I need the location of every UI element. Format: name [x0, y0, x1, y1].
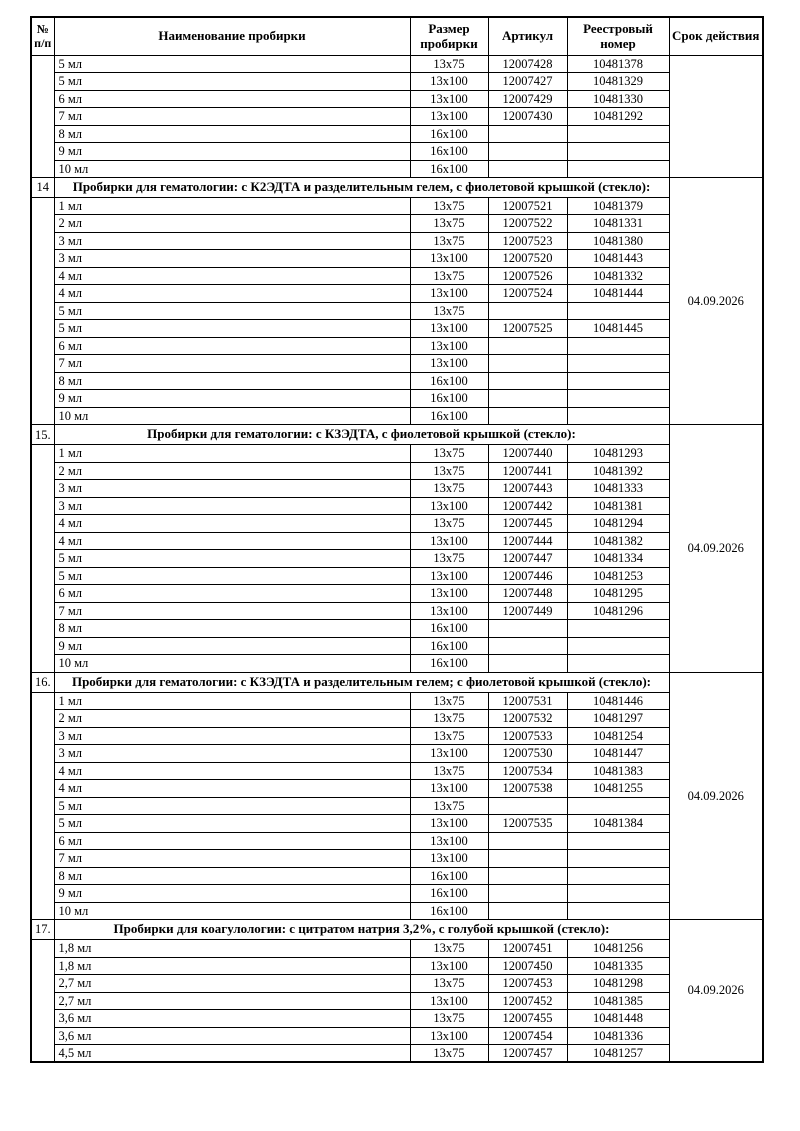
table-row — [31, 320, 763, 338]
registry-number-cell: 10481379 — [567, 197, 669, 215]
article-cell: 12007429 — [488, 90, 567, 108]
article-cell — [488, 390, 567, 408]
article-cell: 12007447 — [488, 550, 567, 568]
tube-size-cell: 13x100 — [410, 957, 488, 975]
tube-name-cell: 3 мл — [54, 232, 410, 250]
table-row — [31, 1045, 763, 1063]
registry-number-cell: 10481381 — [567, 497, 669, 515]
section-number-column — [31, 55, 54, 178]
table-row — [31, 302, 763, 320]
table-row — [31, 160, 763, 178]
table-row — [31, 515, 763, 533]
registry-number-cell: 10481334 — [567, 550, 669, 568]
registry-number-cell: 10481444 — [567, 285, 669, 303]
tube-table-body — [31, 55, 763, 1062]
registry-number-cell — [567, 655, 669, 673]
tube-name-cell: 7 мл — [54, 602, 410, 620]
registry-number-cell: 10481385 — [567, 992, 669, 1010]
section-number-column — [31, 940, 54, 1063]
registry-number-cell: 10481254 — [567, 727, 669, 745]
tube-name-cell: 9 мл — [54, 885, 410, 903]
article-cell: 12007538 — [488, 780, 567, 798]
registry-number-cell: 10481292 — [567, 108, 669, 126]
tube-name-cell: 1 мл — [54, 197, 410, 215]
table-row — [31, 1010, 763, 1028]
article-cell — [488, 867, 567, 885]
validity-cell: 04.09.2026 — [669, 425, 763, 672]
registry-number-cell: 10481336 — [567, 1027, 669, 1045]
table-row — [31, 745, 763, 763]
table-row — [31, 532, 763, 550]
registry-number-cell: 10481298 — [567, 975, 669, 993]
tube-size-cell: 13x100 — [410, 815, 488, 833]
tube-size-cell: 13x75 — [410, 55, 488, 73]
section-title: Пробирки для коагулологии: с цитратом натрия 3,2%, с голубой крышкой (стекло): — [54, 920, 669, 940]
tube-name-cell: 4 мл — [54, 532, 410, 550]
table-row — [31, 902, 763, 920]
tube-size-cell: 13x75 — [410, 975, 488, 993]
registry-number-cell — [567, 372, 669, 390]
section-number: 15. — [31, 425, 54, 445]
tube-size-cell: 13x75 — [410, 480, 488, 498]
registry-number-cell: 10481329 — [567, 73, 669, 91]
table-row — [31, 407, 763, 425]
article-cell — [488, 620, 567, 638]
table-row — [31, 797, 763, 815]
tube-size-cell: 13x75 — [410, 302, 488, 320]
tube-size-cell: 13x100 — [410, 992, 488, 1010]
registry-number-cell: 10481445 — [567, 320, 669, 338]
table-row — [31, 462, 763, 480]
tube-name-cell: 6 мл — [54, 90, 410, 108]
table-row — [31, 585, 763, 603]
tube-size-cell: 16x100 — [410, 390, 488, 408]
article-cell: 12007457 — [488, 1045, 567, 1063]
tube-name-cell: 3 мл — [54, 480, 410, 498]
tube-size-cell: 13x100 — [410, 585, 488, 603]
tube-name-cell: 4 мл — [54, 780, 410, 798]
tube-size-cell: 13x100 — [410, 567, 488, 585]
registry-number-cell — [567, 902, 669, 920]
section-title: Пробирки для гематологии: с К2ЭДТА и разделительным гелем, с фиолетовой крышкой (стекло): — [54, 178, 669, 198]
tube-name-cell: 5 мл — [54, 550, 410, 568]
section-header-row — [31, 425, 763, 445]
registry-number-cell: 10481383 — [567, 762, 669, 780]
tube-name-cell: 2 мл — [54, 710, 410, 728]
tube-size-cell: 13x75 — [410, 940, 488, 958]
table-row — [31, 250, 763, 268]
article-cell: 12007428 — [488, 55, 567, 73]
article-cell: 12007448 — [488, 585, 567, 603]
registry-number-cell: 10481446 — [567, 692, 669, 710]
table-row — [31, 992, 763, 1010]
article-cell: 12007445 — [488, 515, 567, 533]
tube-size-cell: 13x100 — [410, 497, 488, 515]
tube-name-cell: 9 мл — [54, 390, 410, 408]
tube-name-cell: 4 мл — [54, 762, 410, 780]
table-row — [31, 780, 763, 798]
tube-size-cell: 13x75 — [410, 762, 488, 780]
article-cell: 12007521 — [488, 197, 567, 215]
table-row — [31, 390, 763, 408]
table-row — [31, 445, 763, 463]
col-header-number: № п/п — [31, 17, 54, 55]
registry-number-cell — [567, 390, 669, 408]
table-row — [31, 975, 763, 993]
article-cell: 12007451 — [488, 940, 567, 958]
tube-name-cell: 8 мл — [54, 867, 410, 885]
registry-number-cell — [567, 143, 669, 161]
tube-size-cell: 13x100 — [410, 850, 488, 868]
tube-size-cell: 13x100 — [410, 532, 488, 550]
registry-number-cell: 10481384 — [567, 815, 669, 833]
table-row — [31, 125, 763, 143]
registry-number-cell: 10481293 — [567, 445, 669, 463]
section-number: 16. — [31, 672, 54, 692]
table-row — [31, 957, 763, 975]
registry-number-cell — [567, 337, 669, 355]
article-cell — [488, 655, 567, 673]
tube-name-cell: 7 мл — [54, 108, 410, 126]
table-row — [31, 620, 763, 638]
tube-name-cell: 6 мл — [54, 337, 410, 355]
validity-cell — [669, 55, 763, 178]
tube-size-cell: 13x100 — [410, 73, 488, 91]
article-cell: 12007440 — [488, 445, 567, 463]
validity-cell: 04.09.2026 — [669, 178, 763, 425]
tube-name-cell: 2 мл — [54, 215, 410, 233]
article-cell: 12007444 — [488, 532, 567, 550]
registry-number-cell: 10481253 — [567, 567, 669, 585]
tube-size-cell: 13x100 — [410, 90, 488, 108]
tube-size-cell: 16x100 — [410, 867, 488, 885]
col-header-article: Артикул — [488, 17, 567, 55]
tube-size-cell: 13x75 — [410, 550, 488, 568]
tube-size-cell: 13x75 — [410, 445, 488, 463]
article-cell: 12007427 — [488, 73, 567, 91]
registry-number-cell — [567, 850, 669, 868]
table-row — [31, 885, 763, 903]
article-cell — [488, 797, 567, 815]
registry-number-cell: 10481333 — [567, 480, 669, 498]
tube-size-cell: 16x100 — [410, 655, 488, 673]
tube-size-cell: 13x75 — [410, 710, 488, 728]
table-row — [31, 567, 763, 585]
table-row — [31, 850, 763, 868]
table-row — [31, 73, 763, 91]
article-cell: 12007450 — [488, 957, 567, 975]
tube-name-cell: 4,5 мл — [54, 1045, 410, 1063]
article-cell — [488, 337, 567, 355]
registry-number-cell — [567, 885, 669, 903]
section-title: Пробирки для гематологии: с КЗЭДТА, с фиолетовой крышкой (стекло): — [54, 425, 669, 445]
tube-name-cell: 9 мл — [54, 143, 410, 161]
tube-name-cell: 7 мл — [54, 355, 410, 373]
tube-size-cell: 16x100 — [410, 637, 488, 655]
tube-size-cell: 16x100 — [410, 372, 488, 390]
article-cell: 12007430 — [488, 108, 567, 126]
tube-size-cell: 13x75 — [410, 267, 488, 285]
tube-name-cell: 5 мл — [54, 567, 410, 585]
registry-number-cell — [567, 355, 669, 373]
tube-name-cell: 3 мл — [54, 745, 410, 763]
table-row — [31, 90, 763, 108]
section-number-column — [31, 197, 54, 425]
table-row — [31, 1027, 763, 1045]
article-cell: 12007532 — [488, 710, 567, 728]
table-row — [31, 655, 763, 673]
table-row — [31, 762, 763, 780]
registry-number-cell: 10481294 — [567, 515, 669, 533]
tube-size-cell: 13x75 — [410, 1010, 488, 1028]
tube-name-cell: 7 мл — [54, 850, 410, 868]
article-cell: 12007535 — [488, 815, 567, 833]
article-cell: 12007455 — [488, 1010, 567, 1028]
tube-name-cell: 3 мл — [54, 727, 410, 745]
tube-size-cell: 16x100 — [410, 902, 488, 920]
article-cell — [488, 355, 567, 373]
tube-size-cell: 13x75 — [410, 1045, 488, 1063]
article-cell: 12007446 — [488, 567, 567, 585]
registry-number-cell: 10481330 — [567, 90, 669, 108]
tube-name-cell: 3,6 мл — [54, 1010, 410, 1028]
table-row — [31, 267, 763, 285]
article-cell — [488, 885, 567, 903]
registry-number-cell — [567, 160, 669, 178]
tube-name-cell: 5 мл — [54, 73, 410, 91]
col-header-name: Наименование пробирки — [54, 17, 410, 55]
table-row — [31, 337, 763, 355]
tube-name-cell: 10 мл — [54, 655, 410, 673]
tube-size-cell: 13x75 — [410, 215, 488, 233]
tube-size-cell: 13x100 — [410, 602, 488, 620]
tube-name-cell: 3 мл — [54, 497, 410, 515]
article-cell — [488, 302, 567, 320]
col-header-size: Размер пробирки — [410, 17, 488, 55]
table-row — [31, 497, 763, 515]
tube-registry-table — [30, 16, 764, 1063]
registry-number-cell: 10481378 — [567, 55, 669, 73]
section-header-row — [31, 920, 763, 940]
article-cell — [488, 902, 567, 920]
tube-size-cell: 16x100 — [410, 160, 488, 178]
tube-name-cell: 1 мл — [54, 445, 410, 463]
registry-number-cell: 10481448 — [567, 1010, 669, 1028]
tube-size-cell: 13x100 — [410, 108, 488, 126]
article-cell: 12007449 — [488, 602, 567, 620]
tube-name-cell: 5 мл — [54, 320, 410, 338]
table-row — [31, 372, 763, 390]
section-header-row — [31, 178, 763, 198]
registry-number-cell — [567, 637, 669, 655]
section-title: Пробирки для гематологии: с КЗЭДТА и разделительным гелем; с фиолетовой крышкой (стекло): — [54, 672, 669, 692]
tube-name-cell: 3 мл — [54, 250, 410, 268]
tube-name-cell: 2,7 мл — [54, 975, 410, 993]
registry-number-cell: 10481255 — [567, 780, 669, 798]
tube-name-cell: 9 мл — [54, 637, 410, 655]
article-cell: 12007452 — [488, 992, 567, 1010]
registry-number-cell: 10481295 — [567, 585, 669, 603]
article-cell — [488, 637, 567, 655]
article-cell: 12007520 — [488, 250, 567, 268]
table-row — [31, 480, 763, 498]
tube-name-cell: 10 мл — [54, 902, 410, 920]
section-header-row — [31, 672, 763, 692]
tube-name-cell: 2,7 мл — [54, 992, 410, 1010]
tube-name-cell: 2 мл — [54, 462, 410, 480]
registry-number-cell: 10481335 — [567, 957, 669, 975]
article-cell: 12007526 — [488, 267, 567, 285]
table-row — [31, 232, 763, 250]
tube-size-cell: 13x100 — [410, 1027, 488, 1045]
table-row — [31, 197, 763, 215]
article-cell — [488, 143, 567, 161]
table-row — [31, 602, 763, 620]
table-row — [31, 550, 763, 568]
registry-number-cell: 10481257 — [567, 1045, 669, 1063]
article-cell: 12007442 — [488, 497, 567, 515]
tube-name-cell: 1 мл — [54, 692, 410, 710]
tube-name-cell: 6 мл — [54, 585, 410, 603]
article-cell: 12007441 — [488, 462, 567, 480]
table-row — [31, 108, 763, 126]
tube-size-cell: 16x100 — [410, 407, 488, 425]
tube-size-cell: 13x100 — [410, 355, 488, 373]
registry-number-cell: 10481296 — [567, 602, 669, 620]
registry-number-cell: 10481256 — [567, 940, 669, 958]
tube-name-cell: 6 мл — [54, 832, 410, 850]
tube-name-cell: 4 мл — [54, 285, 410, 303]
tube-name-cell: 5 мл — [54, 55, 410, 73]
registry-number-cell — [567, 797, 669, 815]
tube-size-cell: 13x100 — [410, 337, 488, 355]
table-row — [31, 815, 763, 833]
table-row — [31, 692, 763, 710]
tube-name-cell: 4 мл — [54, 267, 410, 285]
table-row — [31, 355, 763, 373]
registry-number-cell — [567, 125, 669, 143]
tube-size-cell: 13x100 — [410, 780, 488, 798]
tube-size-cell: 16x100 — [410, 885, 488, 903]
section-number: 17. — [31, 920, 54, 940]
tube-size-cell: 16x100 — [410, 143, 488, 161]
section-number: 14 — [31, 178, 54, 198]
validity-cell: 04.09.2026 — [669, 672, 763, 919]
table-row — [31, 727, 763, 745]
registry-number-cell: 10481443 — [567, 250, 669, 268]
tube-size-cell: 13x75 — [410, 232, 488, 250]
tube-name-cell: 8 мл — [54, 372, 410, 390]
table-row — [31, 832, 763, 850]
tube-size-cell: 13x75 — [410, 797, 488, 815]
article-cell: 12007530 — [488, 745, 567, 763]
table-row — [31, 143, 763, 161]
article-cell: 12007443 — [488, 480, 567, 498]
tube-name-cell: 10 мл — [54, 407, 410, 425]
col-header-registry: Реестровый номер — [567, 17, 669, 55]
registry-number-cell: 10481447 — [567, 745, 669, 763]
registry-number-cell — [567, 832, 669, 850]
tube-name-cell: 3,6 мл — [54, 1027, 410, 1045]
tube-size-cell: 13x75 — [410, 692, 488, 710]
table-row — [31, 940, 763, 958]
registry-number-cell: 10481392 — [567, 462, 669, 480]
article-cell — [488, 372, 567, 390]
validity-cell: 04.09.2026 — [669, 920, 763, 1062]
registry-number-cell: 10481380 — [567, 232, 669, 250]
registry-number-cell — [567, 407, 669, 425]
article-cell — [488, 850, 567, 868]
article-cell: 12007531 — [488, 692, 567, 710]
tube-size-cell: 13x100 — [410, 745, 488, 763]
table-header-row — [31, 17, 763, 55]
section-number-column — [31, 445, 54, 673]
article-cell — [488, 125, 567, 143]
tube-name-cell: 1,8 мл — [54, 940, 410, 958]
tube-name-cell: 5 мл — [54, 302, 410, 320]
table-row — [31, 55, 763, 73]
registry-number-cell: 10481382 — [567, 532, 669, 550]
table-row — [31, 215, 763, 233]
tube-name-cell: 8 мл — [54, 620, 410, 638]
tube-name-cell: 1,8 мл — [54, 957, 410, 975]
article-cell: 12007533 — [488, 727, 567, 745]
registry-number-cell: 10481332 — [567, 267, 669, 285]
tube-size-cell: 16x100 — [410, 620, 488, 638]
tube-name-cell: 4 мл — [54, 515, 410, 533]
article-cell — [488, 832, 567, 850]
registry-number-cell — [567, 620, 669, 638]
article-cell — [488, 160, 567, 178]
tube-name-cell: 5 мл — [54, 815, 410, 833]
tube-size-cell: 13x75 — [410, 727, 488, 745]
tube-name-cell: 10 мл — [54, 160, 410, 178]
article-cell: 12007522 — [488, 215, 567, 233]
tube-size-cell: 13x100 — [410, 832, 488, 850]
registry-number-cell — [567, 302, 669, 320]
col-header-validity: Срок действия — [669, 17, 763, 55]
article-cell — [488, 407, 567, 425]
table-row — [31, 285, 763, 303]
article-cell: 12007454 — [488, 1027, 567, 1045]
table-row — [31, 637, 763, 655]
registry-number-cell — [567, 867, 669, 885]
article-cell: 12007525 — [488, 320, 567, 338]
tube-size-cell: 13x75 — [410, 515, 488, 533]
article-cell: 12007453 — [488, 975, 567, 993]
article-cell: 12007534 — [488, 762, 567, 780]
article-cell: 12007524 — [488, 285, 567, 303]
registry-number-cell: 10481331 — [567, 215, 669, 233]
section-number-column — [31, 692, 54, 920]
tube-size-cell: 13x100 — [410, 285, 488, 303]
table-row — [31, 710, 763, 728]
registry-number-cell: 10481297 — [567, 710, 669, 728]
tube-size-cell: 13x75 — [410, 462, 488, 480]
tube-size-cell: 13x100 — [410, 320, 488, 338]
tube-size-cell: 16x100 — [410, 125, 488, 143]
article-cell: 12007523 — [488, 232, 567, 250]
tube-size-cell: 13x75 — [410, 197, 488, 215]
table-row — [31, 867, 763, 885]
tube-name-cell: 5 мл — [54, 797, 410, 815]
tube-size-cell: 13x100 — [410, 250, 488, 268]
tube-name-cell: 8 мл — [54, 125, 410, 143]
